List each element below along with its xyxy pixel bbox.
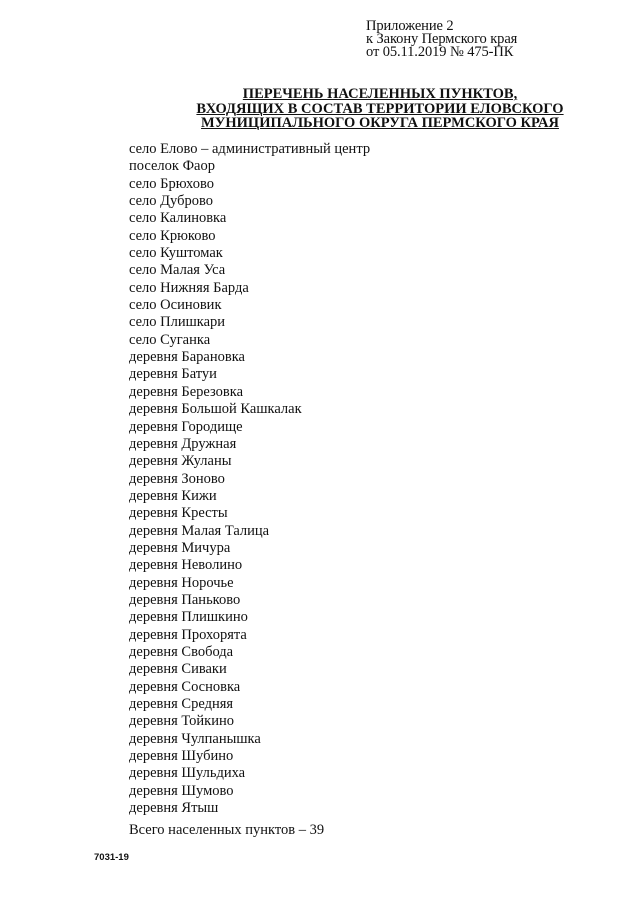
list-item: деревня Чулпанышка bbox=[129, 730, 261, 747]
list-item: село Куштомак bbox=[129, 245, 223, 262]
list-item: деревня Тойкино bbox=[129, 713, 234, 730]
list-item: деревня Барановка bbox=[129, 349, 245, 366]
list-item: деревня Прохорята bbox=[129, 626, 247, 643]
list-item: деревня Средняя bbox=[129, 696, 234, 712]
list-item: деревня Дружная bbox=[129, 435, 237, 452]
title-line-1: ПЕРЕЧЕНЬ НАСЕЛЕННЫХ ПУНКТОВ, bbox=[242, 86, 518, 102]
list-item: деревня Кижи bbox=[129, 487, 217, 504]
list-item: село Брюхово bbox=[129, 175, 214, 192]
list-item: село Елово – административный центр bbox=[129, 141, 371, 157]
settlement-total: Всего населенных пунктов – 39 bbox=[129, 822, 325, 838]
list-item: село Малая Уса bbox=[129, 262, 226, 279]
document-title bbox=[120, 87, 640, 131]
list-item: деревня Городище bbox=[129, 418, 243, 435]
list-item: село Суганка bbox=[129, 331, 211, 348]
list-item: деревня Жуланы bbox=[129, 453, 232, 470]
list-item: деревня Ятыш bbox=[129, 800, 219, 817]
annex-header bbox=[366, 20, 517, 59]
list-item: село Плишкари bbox=[129, 314, 226, 331]
list-item: село Осиновик bbox=[129, 297, 222, 314]
list-item: деревня Кресты bbox=[129, 505, 228, 522]
list-item: деревня Мичура bbox=[129, 539, 231, 556]
list-item: село Крюково bbox=[129, 227, 216, 244]
list-item: деревня Зоново bbox=[129, 470, 225, 487]
list-item: деревня Батуи bbox=[129, 366, 217, 383]
list-item: деревня Березовка bbox=[129, 383, 244, 400]
list-item: село Дуброво bbox=[129, 193, 213, 210]
list-item: село Калиновка bbox=[129, 210, 227, 227]
list-item: деревня Плишкино bbox=[129, 609, 248, 626]
list-item: деревня Норочье bbox=[129, 574, 234, 591]
title-line-2: ВХОДЯЩИХ В СОСТАВ ТЕРРИТОРИИ ЕЛОВСКОГО bbox=[196, 100, 564, 117]
list-item: деревня Шумово bbox=[129, 782, 234, 799]
list-item: деревня Сиваки bbox=[129, 661, 227, 678]
title-line-3: МУНИЦИПАЛЬНОГО ОКРУГА ПЕРМСКОГО КРАЯ bbox=[201, 115, 559, 131]
list-item: поселок Фаор bbox=[129, 158, 215, 175]
list-item: деревня Неволино bbox=[129, 557, 243, 574]
document-number: 7031-19 bbox=[94, 852, 129, 863]
list-item: село Нижняя Барда bbox=[129, 279, 249, 296]
list-item: деревня Сосновка bbox=[129, 678, 241, 695]
annex-number: Приложение 2 bbox=[366, 18, 454, 34]
annex-law-date: от 05.11.2019 № 475-ПК bbox=[366, 44, 514, 60]
list-item: деревня Шубино bbox=[129, 748, 234, 765]
list-item: деревня Большой Кашкалак bbox=[129, 401, 302, 418]
settlement-list bbox=[129, 141, 370, 817]
list-item: деревня Паньково bbox=[129, 591, 241, 608]
annex-law-reference: к Закону Пермского края bbox=[366, 31, 518, 47]
list-item: деревня Свобода bbox=[129, 643, 234, 660]
list-item: деревня Шульдиха bbox=[129, 765, 246, 782]
list-item: деревня Малая Талица bbox=[129, 522, 270, 539]
